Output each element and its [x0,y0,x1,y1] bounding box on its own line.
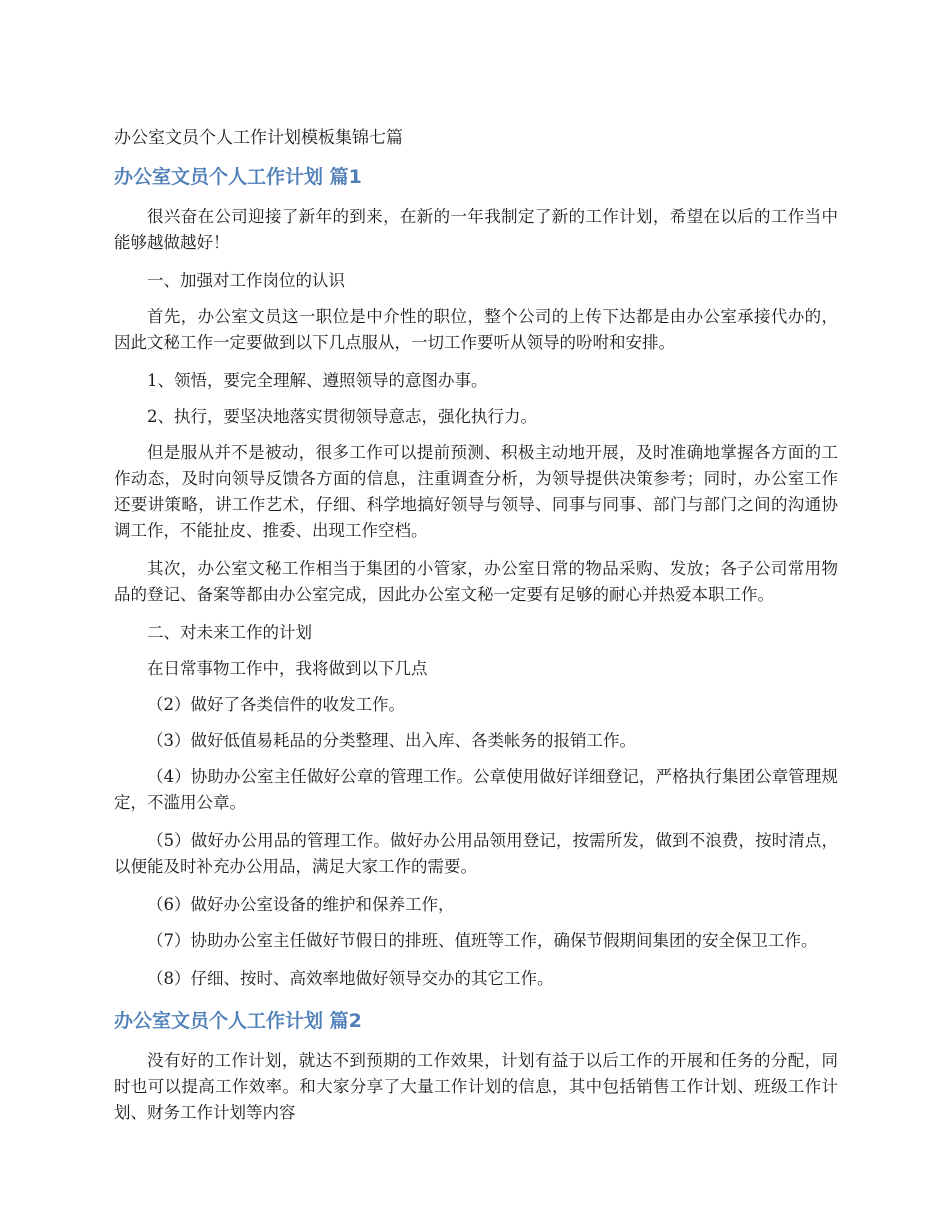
paragraph: （7）协助办公室主任做好节假日的排班、值班等工作，确保节假期间集团的安全保卫工作。 [147,931,818,950]
section-2 [114,1006,838,1126]
paragraph: 但是服从并不是被动，很多工作可以提前预测、积极主动地开展，及时准确地掌握各方面的工作动态，及时向领导反馈各方面的信息，注重调查分析，为领导提供决策参考；同时，办公室工作还要讲策略，讲工作艺术，仔细、科学地搞好领导与领导、同事与同事、部门与部门之间的沟通协调工作，不能扯皮、推委、出现工作空档。 [114,443,838,540]
paragraph: 首先，办公室文员这一职位是中介性的职位，整个公司的上传下达都是由办公室承接代办的，因此文秘工作一定要做到以下几点服从，一切工作要听从领导的吩咐和安排。 [114,307,838,352]
paragraph: 二、对未来工作的计划 [147,623,312,642]
document-title: 办公室文员个人工作计划模板集锦七篇 [114,128,403,148]
section-heading: 办公室文员个人工作计划 篇1 [114,166,362,188]
section-heading: 办公室文员个人工作计划 篇2 [114,1010,362,1032]
paragraph: 2、执行，要坚决地落实贯彻领导意志，强化执行力。 [147,407,537,426]
paragraph: 没有好的工作计划，就达不到预期的工作效果，计划有益于以后工作的开展和任务的分配，同时也可以提高工作效率。和大家分享了大量工作计划的信息，其中包括销售工作计划、班级工作计划、财务工作计划等内容 [114,1051,838,1122]
paragraph: （2）做好了各类信件的收发工作。 [147,695,405,714]
paragraph: （4）协助办公室主任做好公章的管理工作。公章使用做好详细登记，严格执行集团公章管理规定，不滥用公章。 [114,767,838,812]
paragraph: （8）仔细、按时、高效率地做好领导交办的其它工作。 [147,969,554,988]
paragraph: 其次，办公室文秘工作相当于集团的小管家，办公室日常的物品采购、发放；各子公司常用物品的登记、备案等都由办公室完成，因此办公室文秘一定要有足够的耐心并热爱本职工作。 [114,559,838,604]
paragraph: 在日常事物工作中，我将做到以下几点 [147,659,428,678]
paragraph: 1、领悟，要完全理解、遵照领导的意图办事。 [147,371,488,390]
document-content [114,162,838,1138]
paragraph: （3）做好低值易耗品的分类整理、出入库、各类帐务的报销工作。 [147,731,636,750]
paragraph: （5）做好办公用品的管理工作。做好办公用品领用登记，按需所发，做到不浪费，按时清点，以便能及时补充办公用品，满足大家工作的需要。 [114,831,838,876]
paragraph: 一、加强对工作岗位的认识 [147,271,345,290]
paragraph: 很兴奋在公司迎接了新年的到来，在新的一年我制定了新的工作计划，希望在以后的工作当中能够越做越好！ [114,207,838,252]
section-1 [114,162,838,992]
paragraph: （6）做好办公室设备的维护和保养工作， [147,895,455,914]
